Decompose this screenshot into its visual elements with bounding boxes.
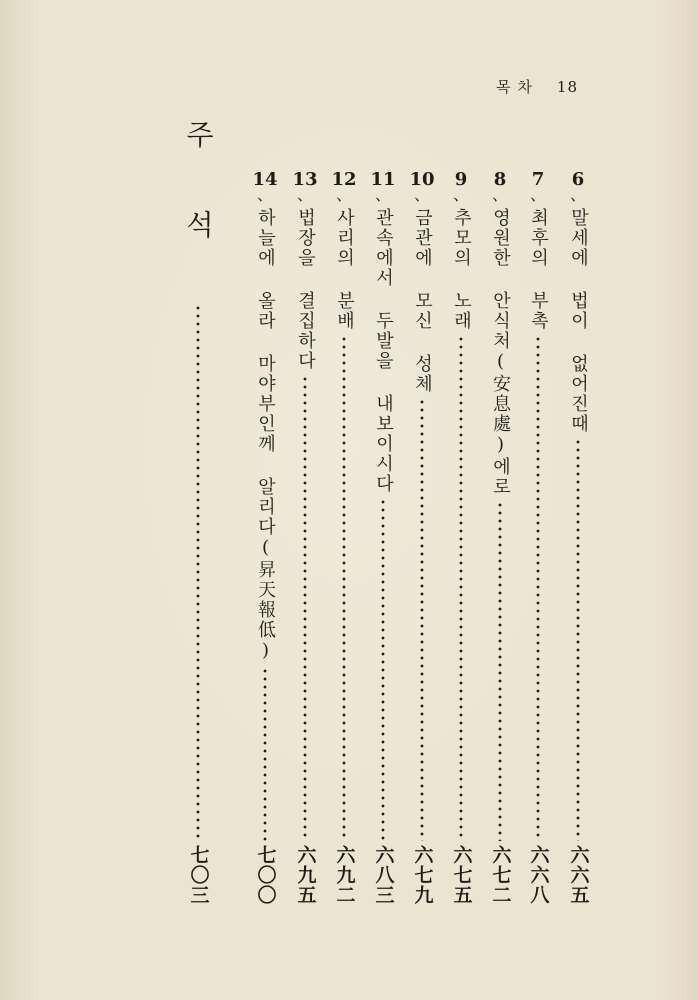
toc-entry (367, 170, 399, 905)
entry-number: 7 (531, 169, 545, 190)
entry-comma: 、 (296, 185, 313, 204)
entry-comma: 、 (569, 185, 586, 204)
notes-entry (178, 120, 218, 905)
entry-page: 六七九 (411, 845, 434, 905)
entry-comma: 、 (491, 185, 508, 204)
dot-leader (420, 398, 424, 841)
notes-title: 주석 (182, 120, 215, 300)
toc-entry (562, 170, 594, 905)
entry-page: 六七二 (489, 845, 512, 905)
entry-title: 최후의 부촉 (528, 208, 549, 331)
entry-page: 六六八 (527, 845, 550, 905)
entry-number: 14 (252, 169, 278, 190)
header-page-number: 18 (556, 78, 578, 96)
dot-leader (381, 498, 385, 841)
entry-title: 영원한 안식처(安息處)에로 (490, 208, 511, 497)
entry-comma: 、 (335, 185, 352, 204)
dot-leader (342, 335, 346, 841)
toc-entry (406, 170, 438, 905)
entry-number: 9 (454, 169, 468, 190)
entry-title: 법장을 결집하다 (295, 208, 316, 371)
entry-number: 10 (409, 169, 435, 190)
dot-leader (263, 667, 267, 841)
entry-title: 관속에서 두발을 내보이시다 (373, 208, 394, 494)
notes-page: 七〇三 (187, 845, 210, 905)
entry-number: 11 (370, 169, 396, 190)
entry-comma: 、 (413, 185, 430, 204)
entry-title: 말세에 법이 없어진때 (568, 208, 589, 434)
dot-leader (498, 501, 502, 841)
entry-page: 六八三 (372, 845, 395, 905)
entry-comma: 、 (256, 185, 273, 204)
dot-leader (576, 438, 580, 841)
entry-page: 六九二 (333, 845, 356, 905)
entry-comma: 、 (529, 185, 546, 204)
entry-title: 사리의 분배 (334, 208, 355, 331)
entry-number: 12 (331, 169, 357, 190)
entry-page: 六六五 (567, 845, 590, 905)
toc-entry (328, 170, 360, 905)
toc-entry (484, 170, 516, 905)
header-label: 목 차 (496, 78, 533, 96)
entry-comma: 、 (452, 185, 469, 204)
entry-number: 6 (571, 169, 585, 190)
entry-comma: 、 (374, 185, 391, 204)
entry-number: 13 (292, 169, 318, 190)
entry-title: 하늘에 올라 마야부인께 알리다(昇天報低) (255, 208, 276, 663)
toc-entry (522, 170, 554, 905)
running-header (496, 76, 578, 97)
dot-leader (459, 335, 463, 841)
entry-number: 8 (493, 169, 507, 190)
entry-title: 금관에 모신 성체 (412, 208, 433, 394)
entry-page: 七〇〇 (254, 845, 277, 905)
entry-page: 六七五 (450, 845, 473, 905)
entry-title: 추모의 노래 (451, 208, 472, 331)
entry-page: 六九五 (294, 845, 317, 905)
dot-leader (303, 375, 307, 841)
toc-entry (249, 170, 281, 905)
toc-entry (445, 170, 477, 905)
dot-leader (196, 304, 200, 839)
dot-leader (536, 335, 540, 841)
toc-entry (289, 170, 321, 905)
